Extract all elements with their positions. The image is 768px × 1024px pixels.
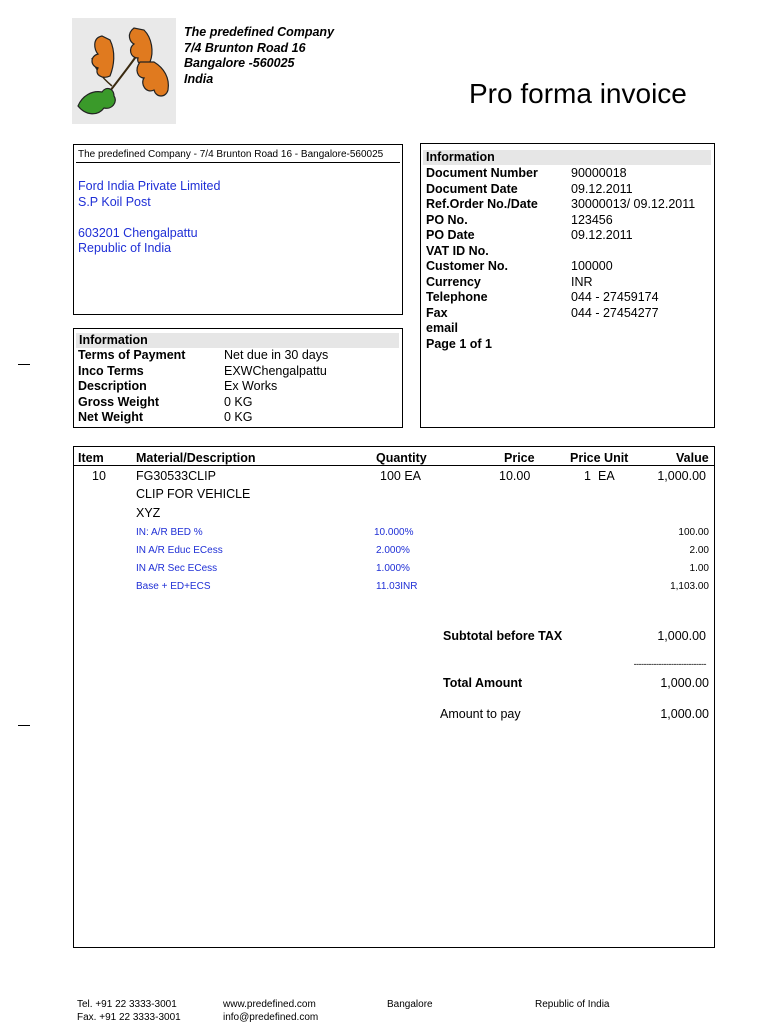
info-label: Ref.Order No./Date xyxy=(426,197,538,211)
col-header-material: Material/Description xyxy=(136,451,256,465)
company-street: 7/4 Brunton Road 16 xyxy=(184,40,306,55)
terms-value: Ex Works xyxy=(224,379,278,393)
info-value: 09.12.2011 xyxy=(571,181,633,196)
info-row xyxy=(426,228,695,244)
col-header-quantity: Quantity xyxy=(376,451,427,465)
terms-box xyxy=(73,328,403,428)
col-header-price-unit: Price Unit xyxy=(570,451,629,465)
price-unit-qty: 1 xyxy=(584,469,591,483)
information-heading: Information xyxy=(423,150,711,165)
condition-name: IN A/R Sec ECess xyxy=(136,563,218,574)
separator-line: ----------------------------- xyxy=(633,659,706,669)
terms-value: 0 KG xyxy=(224,410,253,424)
condition-rate: 11.03INR xyxy=(376,581,418,592)
info-label: Document Number xyxy=(426,166,538,180)
info-row xyxy=(426,275,695,291)
info-value: 100000 xyxy=(571,259,613,273)
info-label: Customer No. xyxy=(426,259,508,273)
terms-row xyxy=(78,395,328,411)
subtotal-value: 1,000.00 xyxy=(657,629,706,643)
footer-contact xyxy=(77,998,181,1024)
line-value: 1,000.00 xyxy=(657,469,706,483)
col-header-value: Value xyxy=(676,451,709,465)
col-header-item: Item xyxy=(78,451,104,465)
footer-city: Bangalore xyxy=(387,999,433,1010)
oak-leaf-icon xyxy=(72,18,176,124)
address-box xyxy=(73,144,403,315)
terms-label: Description xyxy=(78,379,147,393)
condition-name: IN A/R Educ ECess xyxy=(136,545,223,556)
terms-value: EXWChengalpattu xyxy=(224,363,327,378)
company-address xyxy=(184,25,334,87)
company-country: India xyxy=(184,71,214,86)
info-row xyxy=(426,321,695,337)
subtotal-label: Subtotal before TAX xyxy=(443,629,563,643)
information-box xyxy=(420,143,715,428)
footer-website: www.predefined.com xyxy=(223,999,316,1010)
info-value: INR xyxy=(571,274,593,289)
company-name: The predefined Company xyxy=(184,25,335,39)
material-number: FG30533CLIP xyxy=(136,469,216,483)
info-label: Fax xyxy=(426,305,448,320)
footer-email: info@predefined.com xyxy=(223,1012,319,1023)
recipient-line: Ford India Private Limited xyxy=(78,179,221,193)
fold-mark xyxy=(18,364,30,365)
description-line: XYZ xyxy=(136,506,161,520)
condition-rate: 10.000% xyxy=(374,527,414,538)
info-value: 90000018 xyxy=(571,166,627,180)
terms-value: Net due in 30 days xyxy=(224,348,329,362)
info-label: VAT ID No. xyxy=(426,243,489,258)
condition-rate: 1.000% xyxy=(376,563,410,574)
price-unit-uom: EA xyxy=(598,469,615,483)
total-value: 1,000.00 xyxy=(660,676,709,690)
recipient-line: S.P Koil Post xyxy=(78,194,151,209)
terms-rows xyxy=(78,348,328,426)
info-label: Currency xyxy=(426,274,481,289)
condition-rate: 2.000% xyxy=(376,545,410,556)
info-value: 09.12.2011 xyxy=(571,228,633,242)
condition-name: Base + ED+ECS xyxy=(136,581,211,592)
divider xyxy=(74,465,714,466)
footer-tel: Tel. +91 22 3333-3001 xyxy=(77,999,177,1010)
total-label: Total Amount xyxy=(443,676,523,690)
condition-value: 2.00 xyxy=(689,545,709,556)
condition-name: IN: A/R BED % xyxy=(136,527,203,538)
fold-mark xyxy=(18,725,30,726)
info-value: 30000013/ 09.12.2011 xyxy=(571,197,696,211)
items-table xyxy=(73,446,715,948)
information-rows xyxy=(426,166,695,352)
quantity: 100 EA xyxy=(380,469,422,483)
terms-label: Terms of Payment xyxy=(78,348,186,362)
terms-label: Net Weight xyxy=(78,410,144,424)
terms-label: Gross Weight xyxy=(78,394,160,409)
footer-fax: Fax. +91 22 3333-3001 xyxy=(77,1012,181,1023)
recipient-line xyxy=(78,210,220,226)
recipient-address xyxy=(78,179,220,257)
terms-value: 0 KG xyxy=(224,394,253,409)
info-value: 044 - 27459174 xyxy=(571,290,659,304)
document-title: Pro forma invoice xyxy=(469,78,687,109)
col-header-price: Price xyxy=(504,451,535,465)
terms-row xyxy=(78,410,328,426)
recipient-line: Republic of India xyxy=(78,241,172,255)
info-value: 123456 xyxy=(571,212,613,227)
amount-to-pay-value: 1,000.00 xyxy=(660,707,709,721)
sender-line: The predefined Company - 7/4 Brunton Road 16 - Bangalore-560025 xyxy=(78,149,384,160)
info-label: PO Date xyxy=(426,228,475,242)
info-value: 044 - 27454277 xyxy=(571,305,659,320)
company-logo xyxy=(72,18,176,124)
info-row xyxy=(426,182,695,198)
info-row xyxy=(426,166,695,182)
price: 10.00 xyxy=(499,469,531,483)
terms-label: Inco Terms xyxy=(78,363,144,378)
info-label: Document Date xyxy=(426,181,518,196)
item-number: 10 xyxy=(92,469,106,483)
info-row xyxy=(426,197,695,213)
info-row xyxy=(426,244,695,260)
terms-heading: Information xyxy=(76,333,399,348)
condition-value: 1.00 xyxy=(689,563,709,574)
condition-value: 100.00 xyxy=(678,527,709,538)
info-row xyxy=(426,259,695,275)
footer-web xyxy=(223,998,318,1024)
info-label: PO No. xyxy=(426,212,468,227)
condition-value: 1,103.00 xyxy=(670,581,709,592)
terms-row xyxy=(78,379,328,395)
company-city: Bangalore -560025 xyxy=(184,56,295,70)
info-row xyxy=(426,306,695,322)
recipient-line: 603201 Chengalpattu xyxy=(78,225,198,240)
terms-row xyxy=(78,364,328,380)
info-label: Telephone xyxy=(426,290,488,304)
amount-to-pay-label: Amount to pay xyxy=(440,707,521,721)
info-label: email xyxy=(426,321,458,335)
info-row xyxy=(426,290,695,306)
info-row xyxy=(426,337,695,353)
description-line: CLIP FOR VEHICLE xyxy=(136,487,251,501)
page-indicator: Page 1 of 1 xyxy=(426,336,492,351)
divider xyxy=(76,162,400,163)
terms-row xyxy=(78,348,328,364)
info-row xyxy=(426,213,695,229)
footer-country: Republic of India xyxy=(535,999,610,1010)
